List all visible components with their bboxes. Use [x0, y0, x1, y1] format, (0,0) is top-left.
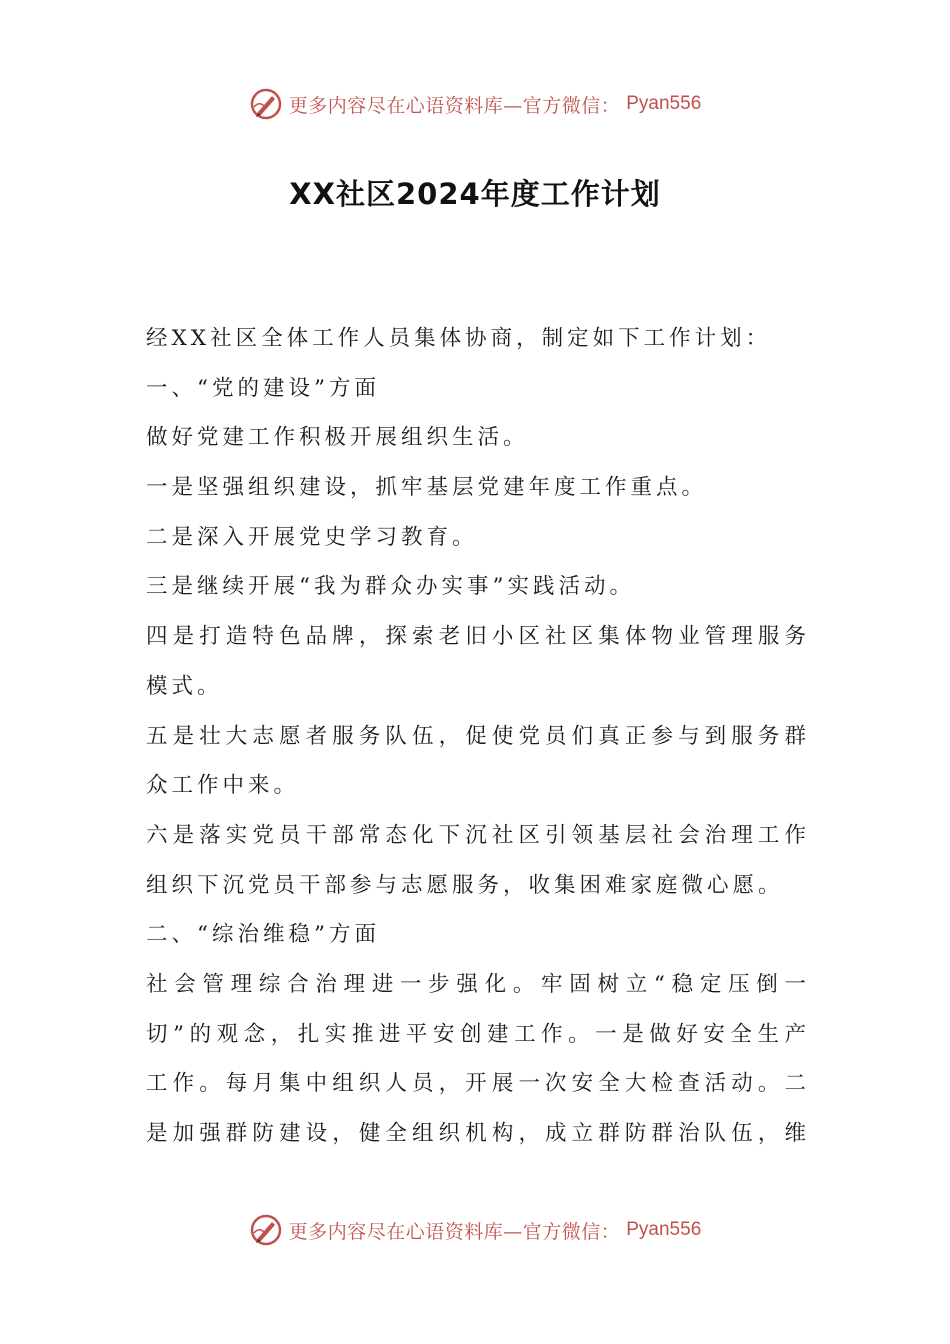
body-line: 六是落实党员干部常态化下沉社区引领基层社会治理工作 [146, 822, 806, 848]
footer-watermark [0, 1210, 950, 1250]
body-line: 三是继续开展“我为群众办实事”实践活动。 [146, 574, 635, 600]
body-line: 四是打造特色品牌，探索老旧小区社区集体物业管理服务 [146, 624, 806, 650]
document-title: XX社区2024年度工作计划 [289, 177, 661, 211]
section-heading: 一、“党的建设”方面 [146, 375, 380, 401]
body-line: 组织下沉党员干部参与志愿服务，收集困难家庭微心愿。 [146, 872, 784, 898]
body-line: 社会管理综合治理进一步强化。牢固树立“稳定压倒一 [146, 971, 806, 997]
pen-logo-icon [249, 87, 283, 121]
body-line: 做好党建工作积极开展组织生活。 [146, 425, 529, 451]
watermark-text: 更多内容尽在心语资料库—官方微信： [288, 1220, 621, 1243]
body-line: 切”的观念，扎实推进平安创建工作。一是做好安全生产 [146, 1021, 806, 1047]
watermark-contact: Pyan556 [626, 1219, 702, 1240]
document-body [146, 314, 806, 1159]
body-line: 模式。 [146, 673, 223, 699]
watermark-text: 更多内容尽在心语资料库—官方微信： [288, 94, 621, 117]
body-line: 一是坚强组织建设，抓牢基层党建年度工作重点。 [146, 475, 708, 501]
body-line: 五是壮大志愿者服务队伍，促使党员们真正参与到服务群 [146, 723, 806, 749]
body-line: 经XX社区全体工作人员集体协商，制定如下工作计划： [146, 326, 772, 351]
body-line: 二是深入开展党史学习教育。 [146, 524, 478, 550]
watermark-contact: Pyan556 [626, 93, 702, 114]
section-heading: 二、“综治维稳”方面 [146, 922, 380, 948]
body-line: 工作。每月集中组织人员，开展一次安全大检查活动。二 [146, 1071, 806, 1097]
pen-logo-icon [249, 1213, 283, 1247]
body-line: 众工作中来。 [146, 773, 300, 799]
body-line: 是加强群防建设，健全组织机构，成立群防群治队伍，维 [146, 1121, 806, 1146]
header-watermark [0, 84, 950, 124]
